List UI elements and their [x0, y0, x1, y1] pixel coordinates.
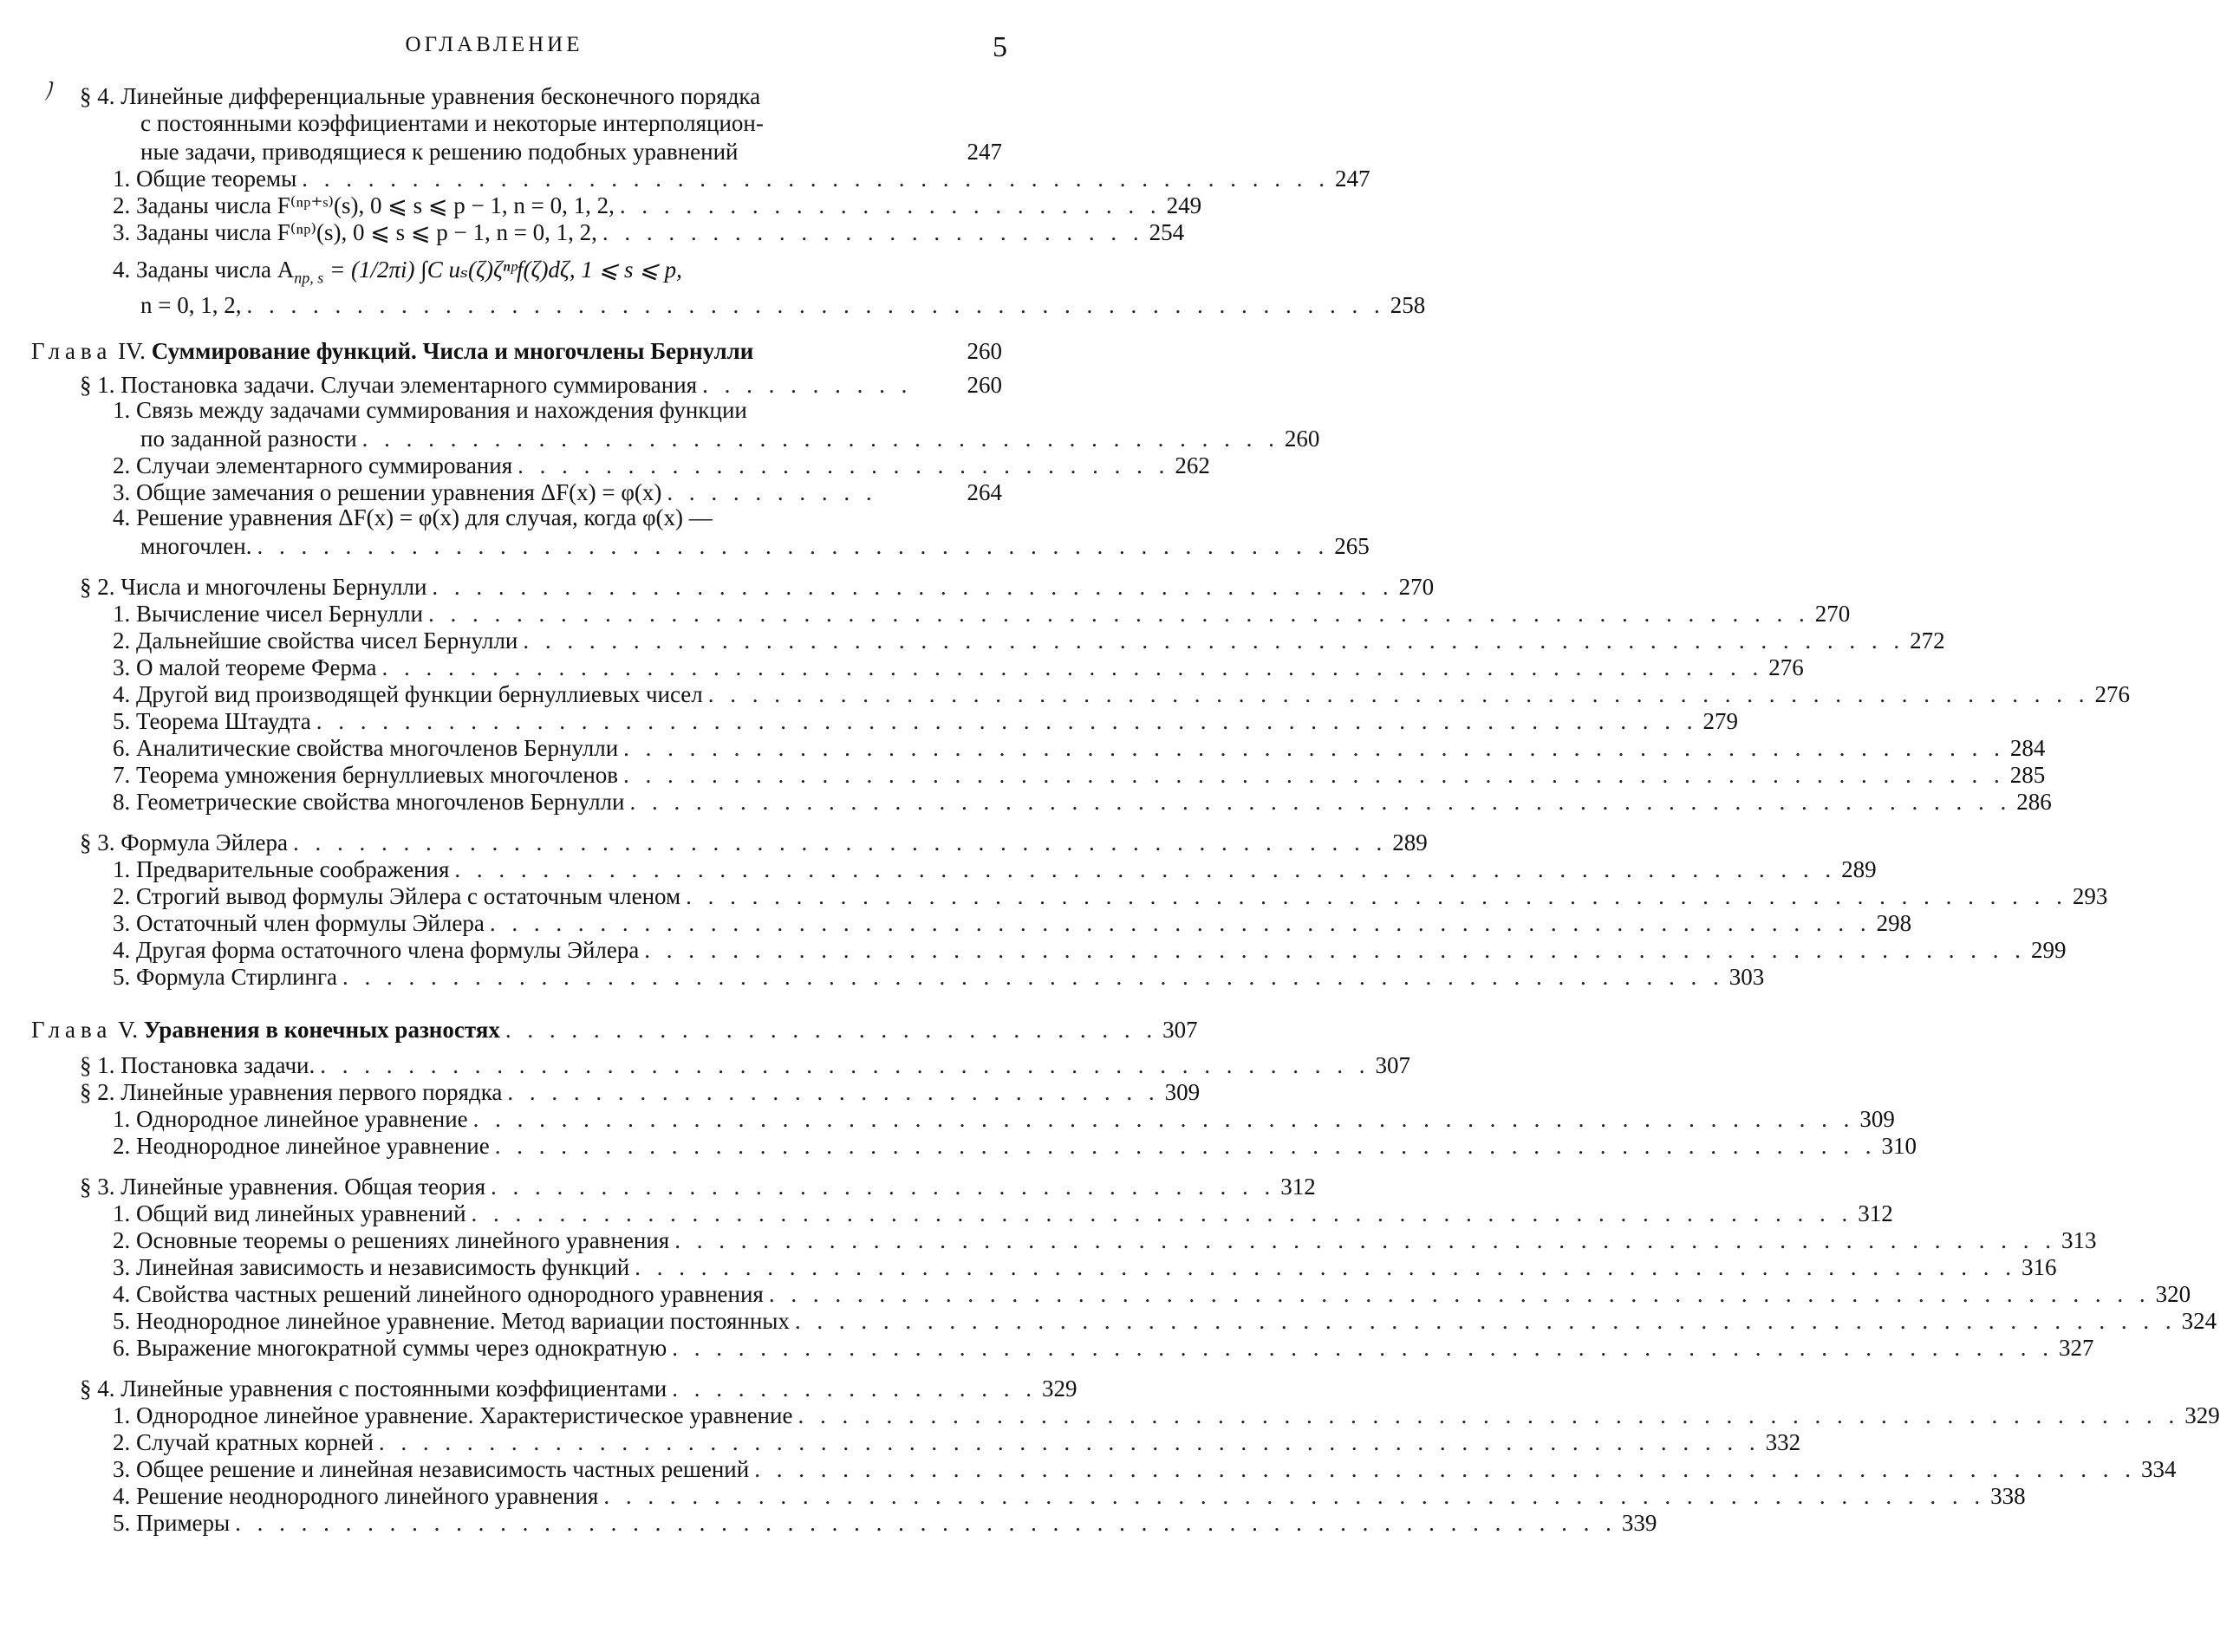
toc-item: 3. Общее решение и линейная независимость частных решений . . . . . . . . . . . . . . . . . . . . . . . . . . . . . . . . . . . . . . . . . . . . . . . . . . . . . . . . . . . . . . . 334 — [113, 1456, 2177, 1483]
toc-item: 3. Заданы числа F⁽ⁿᵖ⁾(s), 0 ⩽ s ⩽ p − 1, n = 0, 1, 2, . . . . . . . . . . . . . . . . . . . . . . . . . 254 — [113, 219, 1185, 246]
item-label: 1. Однородное линейное уравнение. Характеристическое уравнение — [113, 1402, 793, 1429]
page-ref: 279 — [1702, 708, 1738, 735]
section-entry: § 4. Линейные уравнения с постоянными коэффициентами . . . . . . . . . . . . . . . . . 329 — [80, 1376, 1077, 1402]
page-ref: 254 — [1149, 219, 1185, 246]
toc-item-formula — [31, 251, 1002, 290]
page-ref: 316 — [2021, 1254, 2057, 1281]
section-title: § 2. Линейные уравнения первого порядка — [80, 1079, 503, 1106]
page-ref: 329 — [2184, 1402, 2220, 1429]
item-label: 5. Теорема Штаудта — [113, 708, 311, 735]
toc-item: 7. Теорема умножения бернуллиевых многочленов . . . . . . . . . . . . . . . . . . . . . . . . . . . . . . . . . . . . . . . . . . . . . . . . . . . . . . . . . . . . . . . 285 — [113, 762, 2046, 789]
toc-item: 6. Выражение многократной суммы через однократную . . . . . . . . . . . . . . . . . . . . . . . . . . . . . . . . . . . . . . . . . . . . . . . . . . . . . . . . . . . . . . . 327 — [113, 1335, 2094, 1362]
section-entry: § 1. Постановка задачи. Случаи элементарного суммирования . . . . . . . . . . 260 — [80, 372, 1002, 399]
item-label: 3. Остаточный член формулы Эйлера — [113, 910, 485, 937]
page-ref: 327 — [2058, 1335, 2094, 1362]
page-ref: 309 — [1859, 1106, 1895, 1133]
page-ref: 249 — [1166, 192, 1202, 219]
section-title-line: ные задачи, приводящиеся к решению подобных уравнений — [140, 139, 739, 166]
section-title-line: с постоянными коэффициентами и некоторые интерполяцион- — [140, 110, 764, 137]
section-entry: § 2. Числа и многочлены Бернулли . . . . . . . . . . . . . . . . . . . . . . . . . . . . . . . . . . . . . . . . . . . . 270 — [80, 574, 1435, 601]
toc-item: 1. Предварительные соображения . . . . . . . . . . . . . . . . . . . . . . . . . . . . . . . . . . . . . . . . . . . . . . . . . . . . . . . . . . . . . . . 289 — [113, 856, 1877, 883]
page-ref: 276 — [1768, 654, 1804, 681]
page-ref: 307 — [1375, 1052, 1410, 1079]
page-header — [0, 31, 1040, 66]
table-of-contents — [31, 83, 2220, 1537]
page-ref: 289 — [1841, 856, 1877, 883]
item-label: 3. Общие замечания о решении уравнения ΔF(x) = φ(x) — [113, 479, 662, 506]
item-label: 3. Общее решение и линейная независимость частных решений — [113, 1456, 750, 1483]
toc-item: 2. Дальнейшие свойства чисел Бернулли . . . . . . . . . . . . . . . . . . . . . . . . . . . . . . . . . . . . . . . . . . . . . . . . . . . . . . . . . . . . . . . 272 — [113, 628, 1945, 654]
page-ref: 299 — [2031, 937, 2067, 964]
page-ref: 324 — [2181, 1308, 2217, 1335]
item-label: 1. Общие теоремы — [113, 166, 297, 192]
formula: = (1/2πi) ∫C uₛ(ζ)ζⁿᵖf(ζ)dζ, 1 ⩽ s ⩽ p, — [329, 257, 682, 283]
item-label: 4. Решение уравнения ΔF(x) = φ(x) для случая, когда φ(x) — — [113, 504, 713, 531]
toc-item: 2. Строгий вывод формулы Эйлера с остаточным членом . . . . . . . . . . . . . . . . . . . . . . . . . . . . . . . . . . . . . . . . . . . . . . . . . . . . . . . . . . . . . . . 293 — [113, 883, 2108, 910]
page-ref: 247 — [1334, 166, 1370, 192]
toc-item: 8. Геометрические свойства многочленов Бернулли . . . . . . . . . . . . . . . . . . . . . . . . . . . . . . . . . . . . . . . . . . . . . . . . . . . . . . . . . . . . . . . 286 — [113, 789, 2052, 816]
section-title: § 1. Постановка задачи. — [80, 1052, 316, 1079]
page-ref: 260 — [1284, 426, 1320, 452]
page-ref: 312 — [1280, 1174, 1316, 1200]
section-entry — [31, 140, 1002, 164]
page-ref: 247 — [967, 139, 1002, 166]
item-label: 5. Неоднородное линейное уравнение. Метод вариации постоянных — [113, 1308, 790, 1335]
item-label: 6. Выражение многократной суммы через однократную — [113, 1335, 667, 1362]
page-ref: 270 — [1398, 574, 1435, 601]
page-ref: 270 — [1814, 601, 1851, 628]
page-ref: 260 — [967, 338, 1002, 365]
chapter-entry — [31, 340, 1002, 363]
toc-item: 5. Неоднородное линейное уравнение. Метод вариации постоянных . . . . . . . . . . . . . . . . . . . . . . . . . . . . . . . . . . . . . . . . . . . . . . . . . . . . . . . . . . . . . . . 324 — [113, 1308, 2217, 1335]
page-ref: 320 — [2155, 1281, 2191, 1308]
formula-subscript: np, s — [294, 269, 324, 287]
item-label: многочлен. — [140, 533, 252, 560]
chapter-title: Уравнения в конечных разностях — [143, 1017, 500, 1044]
item-label: 4. Свойства частных решений линейного однородного уравнения — [113, 1281, 764, 1308]
item-label: 4. Другой вид производящей функции бернуллиевых чисел — [113, 681, 703, 708]
page-ref: 293 — [2072, 883, 2108, 910]
page-ref: 272 — [1910, 628, 1945, 654]
page-ref: 313 — [2060, 1227, 2097, 1254]
page-number: 5 — [993, 31, 1007, 63]
chapter-title: Суммирование функций. Числа и многочлены Бернулли — [151, 338, 754, 365]
page-ref: 289 — [1392, 829, 1428, 856]
item-label: 2. Заданы числа F⁽ⁿᵖ⁺ˢ⁾(s), 0 ⩽ s ⩽ p − 1, n = 0, 1, 2, — [113, 192, 615, 219]
section-title: § 4. Линейные уравнения с постоянными коэффициентами — [80, 1376, 667, 1402]
page-ref: 276 — [2094, 681, 2131, 708]
section-title: § 2. Числа и многочлены Бернулли — [80, 574, 427, 601]
page-ref: 309 — [1164, 1079, 1201, 1106]
item-label: 3. Заданы числа F⁽ⁿᵖ⁾(s), 0 ⩽ s ⩽ p − 1, n = 0, 1, 2, — [113, 219, 597, 246]
toc-item: n = 0, 1, 2, . . . . . . . . . . . . . . . . . . . . . . . . . . . . . . . . . . . . . . . . . . . . . . . . . . . . 258 — [140, 292, 1426, 319]
toc-item: 5. Примеры . . . . . . . . . . . . . . . . . . . . . . . . . . . . . . . . . . . . . . . . . . . . . . . . . . . . . . . . . . . . . . . 339 — [113, 1510, 1657, 1537]
section-entry: § 3. Линейные уравнения. Общая теория . . . . . . . . . . . . . . . . . . . . . . . . . . . . . . . . . . . . 312 — [80, 1174, 1316, 1200]
item-label: n = 0, 1, 2, — [140, 292, 242, 319]
page-ref: 265 — [1334, 533, 1370, 560]
toc-item: 1. Однородное линейное уравнение . . . . . . . . . . . . . . . . . . . . . . . . . . . . . . . . . . . . . . . . . . . . . . . . . . . . . . . . . . . . . . . 309 — [113, 1106, 1895, 1133]
item-label: 2. Дальнейшие свойства чисел Бернулли — [113, 628, 518, 654]
item-label: 4. Решение неоднородного линейного уравнения — [113, 1483, 599, 1510]
chapter-word: Глава — [31, 338, 113, 365]
toc-item: 1. Однородное линейное уравнение. Характеристическое уравнение . . . . . . . . . . . . . . . . . . . . . . . . . . . . . . . . . . . . . . . . . . . . . . . . . . . . . . . . . . . . . . . 329 — [113, 1402, 2220, 1429]
toc-item: 2. Неоднородное линейное уравнение . . . . . . . . . . . . . . . . . . . . . . . . . . . . . . . . . . . . . . . . . . . . . . . . . . . . . . . . . . . . . . . 310 — [113, 1133, 1917, 1160]
toc-item: 3. Общие замечания о решении уравнения ΔF(x) = φ(x) . . . . . . . . . . 264 — [113, 479, 1002, 506]
toc-item: 5. Теорема Штаудта . . . . . . . . . . . . . . . . . . . . . . . . . . . . . . . . . . . . . . . . . . . . . . . . . . . . . . . . . . . . . . . 279 — [113, 708, 1738, 735]
item-label: 1. Предварительные соображения — [113, 856, 450, 883]
toc-item: 2. Заданы числа F⁽ⁿᵖ⁺ˢ⁾(s), 0 ⩽ s ⩽ p − 1, n = 0, 1, 2, . . . . . . . . . . . . . . . . . . . . . . . . . 249 — [113, 192, 1202, 219]
item-label: 2. Случай кратных корней — [113, 1429, 374, 1456]
toc-item: 6. Аналитические свойства многочленов Бернулли . . . . . . . . . . . . . . . . . . . . . . . . . . . . . . . . . . . . . . . . . . . . . . . . . . . . . . . . . . . . . . . 284 — [113, 735, 2046, 762]
toc-item: 1. Вычисление чисел Бернулли . . . . . . . . . . . . . . . . . . . . . . . . . . . . . . . . . . . . . . . . . . . . . . . . . . . . . . . . . . . . . . . 270 — [113, 601, 1851, 628]
page-ref: 312 — [1858, 1200, 1893, 1227]
page-ref: 339 — [1621, 1510, 1657, 1537]
page-ref: 284 — [2009, 735, 2046, 762]
page-ref: 334 — [2140, 1456, 2177, 1483]
item-label: 1. Однородное линейное уравнение — [113, 1106, 468, 1133]
page-ref: 285 — [2009, 762, 2046, 789]
item-label: 1. Общий вид линейных уравнений — [113, 1200, 466, 1227]
page-ref: 307 — [1162, 1017, 1198, 1044]
item-label: 2. Случаи элементарного суммирования — [113, 452, 513, 479]
item-label: 3. Линейная зависимость и независимость функций — [113, 1254, 630, 1281]
item-label: 4. Другая форма остаточного члена формулы Эйлера — [113, 937, 640, 964]
toc-item: 4. Другая форма остаточного члена формулы Эйлера . . . . . . . . . . . . . . . . . . . . . . . . . . . . . . . . . . . . . . . . . . . . . . . . . . . . . . . . . . . . . . . 299 — [113, 937, 2067, 964]
toc-item: по заданной разности . . . . . . . . . . . . . . . . . . . . . . . . . . . . . . . . . . . . . . . . . . 260 — [140, 426, 1320, 452]
item-label: 1. Связь между задачами суммирования и нахождения функции — [113, 397, 747, 424]
page-ref: 338 — [1990, 1483, 2026, 1510]
item-label: 4. Заданы числа A — [113, 257, 295, 283]
item-label: 1. Вычисление чисел Бернулли — [113, 601, 423, 628]
section-entry: § 3. Формула Эйлера . . . . . . . . . . . . . . . . . . . . . . . . . . . . . . . . . . . . . . . . . . . . . . . . . . 289 — [80, 829, 1428, 856]
toc-item: 2. Случай кратных корней . . . . . . . . . . . . . . . . . . . . . . . . . . . . . . . . . . . . . . . . . . . . . . . . . . . . . . . . . . . . . . . 332 — [113, 1429, 1801, 1456]
page-ref: 332 — [1765, 1429, 1801, 1456]
page-ref: 260 — [967, 372, 1002, 399]
toc-item: 5. Формула Стирлинга . . . . . . . . . . . . . . . . . . . . . . . . . . . . . . . . . . . . . . . . . . . . . . . . . . . . . . . . . . . . . . . 303 — [113, 964, 1765, 991]
toc-item: 1. Общие теоремы . . . . . . . . . . . . . . . . . . . . . . . . . . . . . . . . . . . . . . . . . . . . . . . 247 — [113, 166, 1370, 192]
toc-item: 3. Остаточный член формулы Эйлера . . . . . . . . . . . . . . . . . . . . . . . . . . . . . . . . . . . . . . . . . . . . . . . . . . . . . . . . . . . . . . . 298 — [113, 910, 1912, 937]
item-label: 3. О малой теореме Ферма — [113, 654, 377, 681]
item-label: 6. Аналитические свойства многочленов Бернулли — [113, 735, 619, 762]
page-ref: 258 — [1390, 292, 1426, 319]
page-ref: 303 — [1728, 964, 1765, 991]
item-label: по заданной разности — [140, 426, 357, 452]
section-entry: § 1. Постановка задачи. . . . . . . . . . . . . . . . . . . . . . . . . . . . . . . . . . . . . . . . . . . . . . . . . 307 — [80, 1052, 1410, 1079]
chapter-number: V. — [118, 1017, 138, 1044]
page-ref: 298 — [1876, 910, 1912, 937]
toc-item: 3. Линейная зависимость и независимость функций . . . . . . . . . . . . . . . . . . . . . . . . . . . . . . . . . . . . . . . . . . . . . . . . . . . . . . . . . . . . . . . 316 — [113, 1254, 2057, 1281]
toc-item: 3. О малой теореме Ферма . . . . . . . . . . . . . . . . . . . . . . . . . . . . . . . . . . . . . . . . . . . . . . . . . . . . . . . . . . . . . . . 276 — [113, 654, 1804, 681]
toc-item: 4. Решение неоднородного линейного уравнения . . . . . . . . . . . . . . . . . . . . . . . . . . . . . . . . . . . . . . . . . . . . . . . . . . . . . . . . . . . . . . . 338 — [113, 1483, 2026, 1510]
section-title: § 3. Формула Эйлера — [80, 829, 288, 856]
chapter-entry: Глава V. Уравнения в конечных разностях . . . . . . . . . . . . . . . . . . . . . . . . . . . . . . 307 — [31, 1017, 1198, 1044]
toc-item: 2. Основные теоремы о решениях линейного уравнения . . . . . . . . . . . . . . . . . . . . . . . . . . . . . . . . . . . . . . . . . . . . . . . . . . . . . . . . . . . . . . . 313 — [113, 1227, 2097, 1254]
item-label: 2. Неоднородное линейное уравнение — [113, 1133, 490, 1160]
page-ref: 286 — [2016, 789, 2052, 816]
toc-item: 2. Случаи элементарного суммирования . . . . . . . . . . . . . . . . . . . . . . . . . . . . . . 262 — [113, 452, 1210, 479]
chapter-number: IV. — [118, 338, 146, 365]
section-title: § 3. Линейные уравнения. Общая теория — [80, 1174, 486, 1200]
toc-item: 4. Другой вид производящей функции бернуллиевых чисел . . . . . . . . . . . . . . . . . . . . . . . . . . . . . . . . . . . . . . . . . . . . . . . . . . . . . . . . . . . . . . . 276 — [113, 681, 2131, 708]
toc-item: многочлен. . . . . . . . . . . . . . . . . . . . . . . . . . . . . . . . . . . . . . . . . . . . . . . . . . 265 — [140, 533, 1370, 560]
running-title: ОГЛАВЛЕНИЕ — [405, 33, 583, 56]
toc-item: 1. Общий вид линейных уравнений . . . . . . . . . . . . . . . . . . . . . . . . . . . . . . . . . . . . . . . . . . . . . . . . . . . . . . . . . . . . . . . 312 — [113, 1200, 1893, 1227]
section-entry: § 2. Линейные уравнения первого порядка . . . . . . . . . . . . . . . . . . . . . . . . . . . . . . 309 — [80, 1079, 1201, 1106]
section-title: § 1. Постановка задачи. Случаи элементарного суммирования — [80, 372, 698, 399]
item-label: 8. Геометрические свойства многочленов Бернулли — [113, 789, 625, 816]
item-label: 2. Строгий вывод формулы Эйлера с остаточным членом — [113, 883, 681, 910]
item-label: 7. Теорема умножения бернуллиевых многочленов — [113, 762, 619, 789]
item-label: 5. Формула Стирлинга — [113, 964, 338, 991]
page-ref: 264 — [967, 479, 1002, 506]
pencil-mark: ノ — [35, 75, 65, 107]
chapter-word: Глава — [31, 1017, 113, 1044]
section-title-line: § 4. Линейные дифференциальные уравнения бесконечного порядка — [80, 83, 761, 109]
item-label: 5. Примеры — [113, 1510, 231, 1537]
page-ref: 329 — [1041, 1376, 1077, 1402]
toc-item: 4. Свойства частных решений линейного однородного уравнения . . . . . . . . . . . . . . . . . . . . . . . . . . . . . . . . . . . . . . . . . . . . . . . . . . . . . . . . . . . . . . . 320 — [113, 1281, 2191, 1308]
item-label: 2. Основные теоремы о решениях линейного уравнения — [113, 1227, 670, 1254]
page-ref: 310 — [1881, 1133, 1917, 1160]
page-ref: 262 — [1175, 452, 1210, 479]
